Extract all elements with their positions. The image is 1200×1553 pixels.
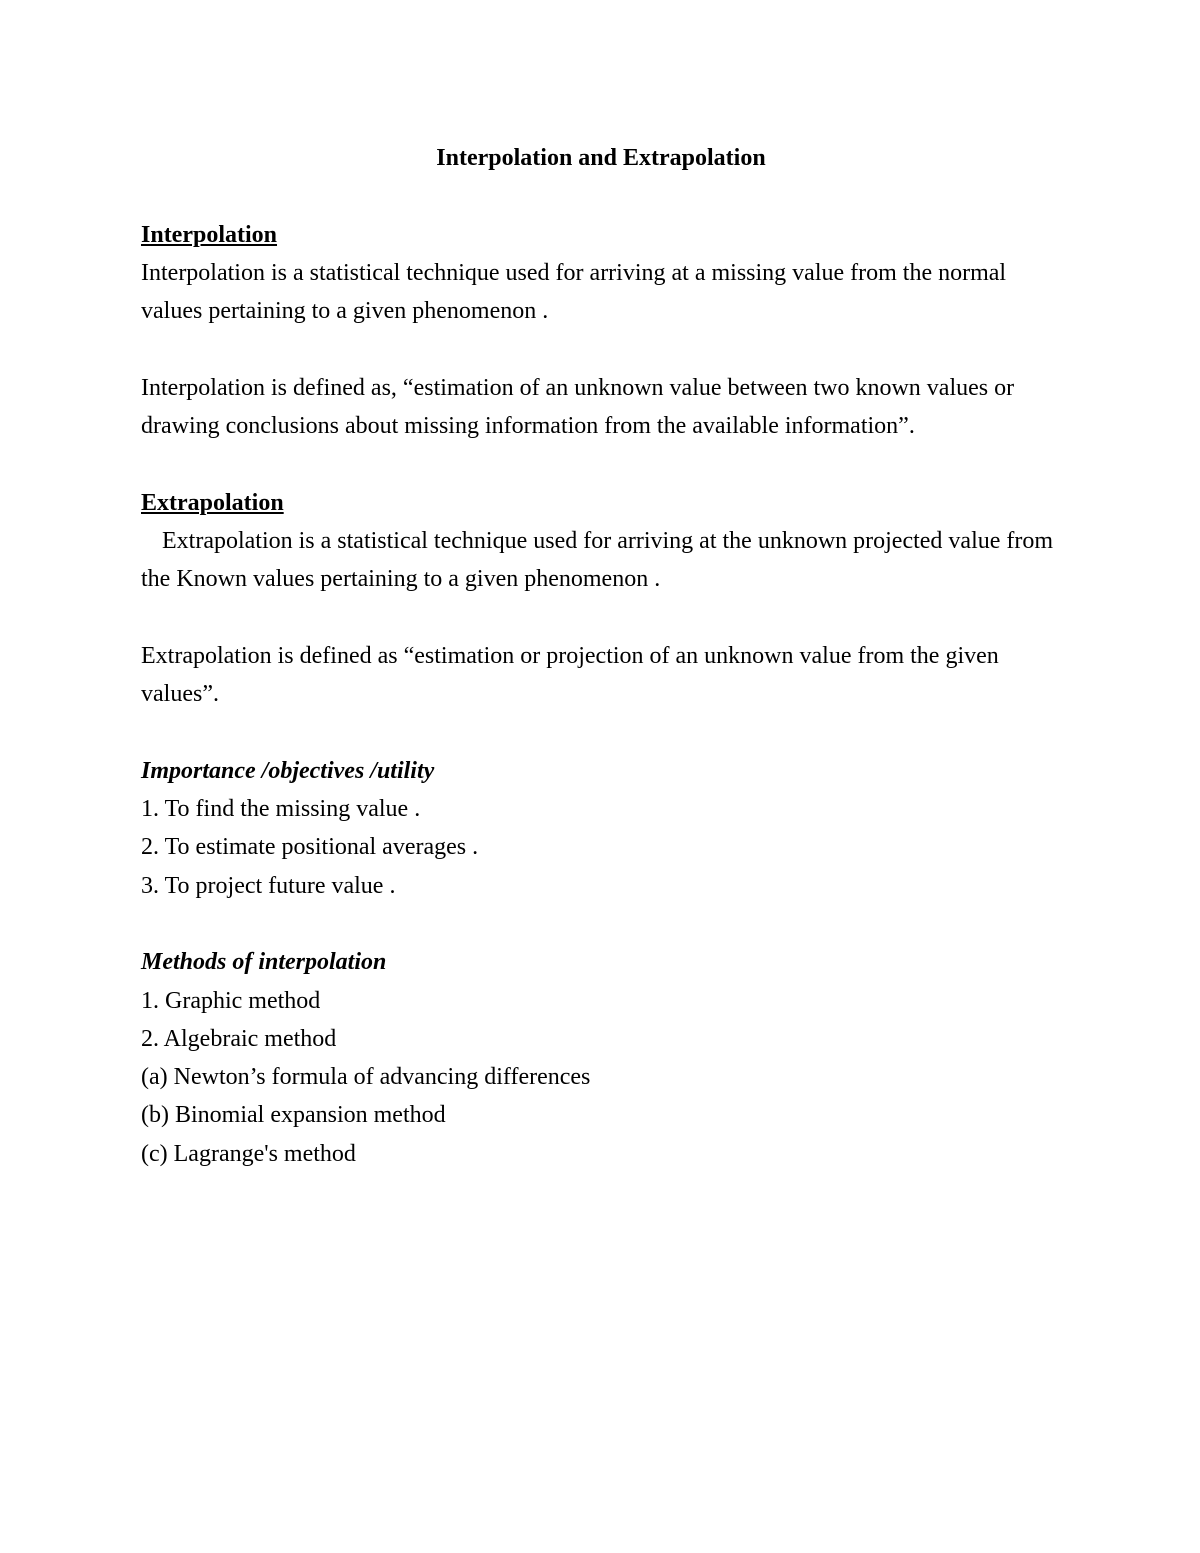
list-item: 1. Graphic method (141, 987, 321, 1014)
importance-list (141, 790, 1061, 905)
interpolation-paragraph-1: Interpolation is a statistical technique used for arriving at a missing value from the normal values pertaining to a given phenomenon . (141, 259, 1007, 325)
list-item: 3. To project future value . (141, 872, 396, 899)
document-title: Interpolation and Extrapolation (436, 145, 766, 171)
extrapolation-heading: Extrapolation (141, 489, 284, 516)
list-item: 1. To find the missing value . (141, 796, 421, 823)
document-body (141, 139, 1061, 1173)
list-item: (b) Binomial expansion method (141, 1102, 446, 1129)
list-item: (c) Lagrange's method (141, 1140, 356, 1167)
list-item: 2. To estimate positional averages . (141, 834, 479, 861)
interpolation-heading: Interpolation (141, 221, 278, 248)
importance-heading: Importance /objectives /utility (141, 757, 435, 784)
methods-heading: Methods of interpolation (141, 949, 387, 976)
extrapolation-paragraph-1: Extrapolation is a statistical technique used for arriving at the unknown projected value from the Known values pertaining to a given phenomenon . (141, 527, 1054, 593)
extrapolation-paragraph-2: Extrapolation is defined as “estimation or projection of an unknown value from the given values”. (141, 642, 999, 708)
methods-list (141, 982, 1061, 1173)
list-item: 2. Algebraic method (141, 1025, 337, 1052)
interpolation-paragraph-2: Interpolation is defined as, “estimation of an unknown value between two known values or drawing conclusions about missing information from the available information”. (141, 374, 1015, 440)
list-item: (a) Newton’s formula of advancing differences (141, 1064, 591, 1091)
